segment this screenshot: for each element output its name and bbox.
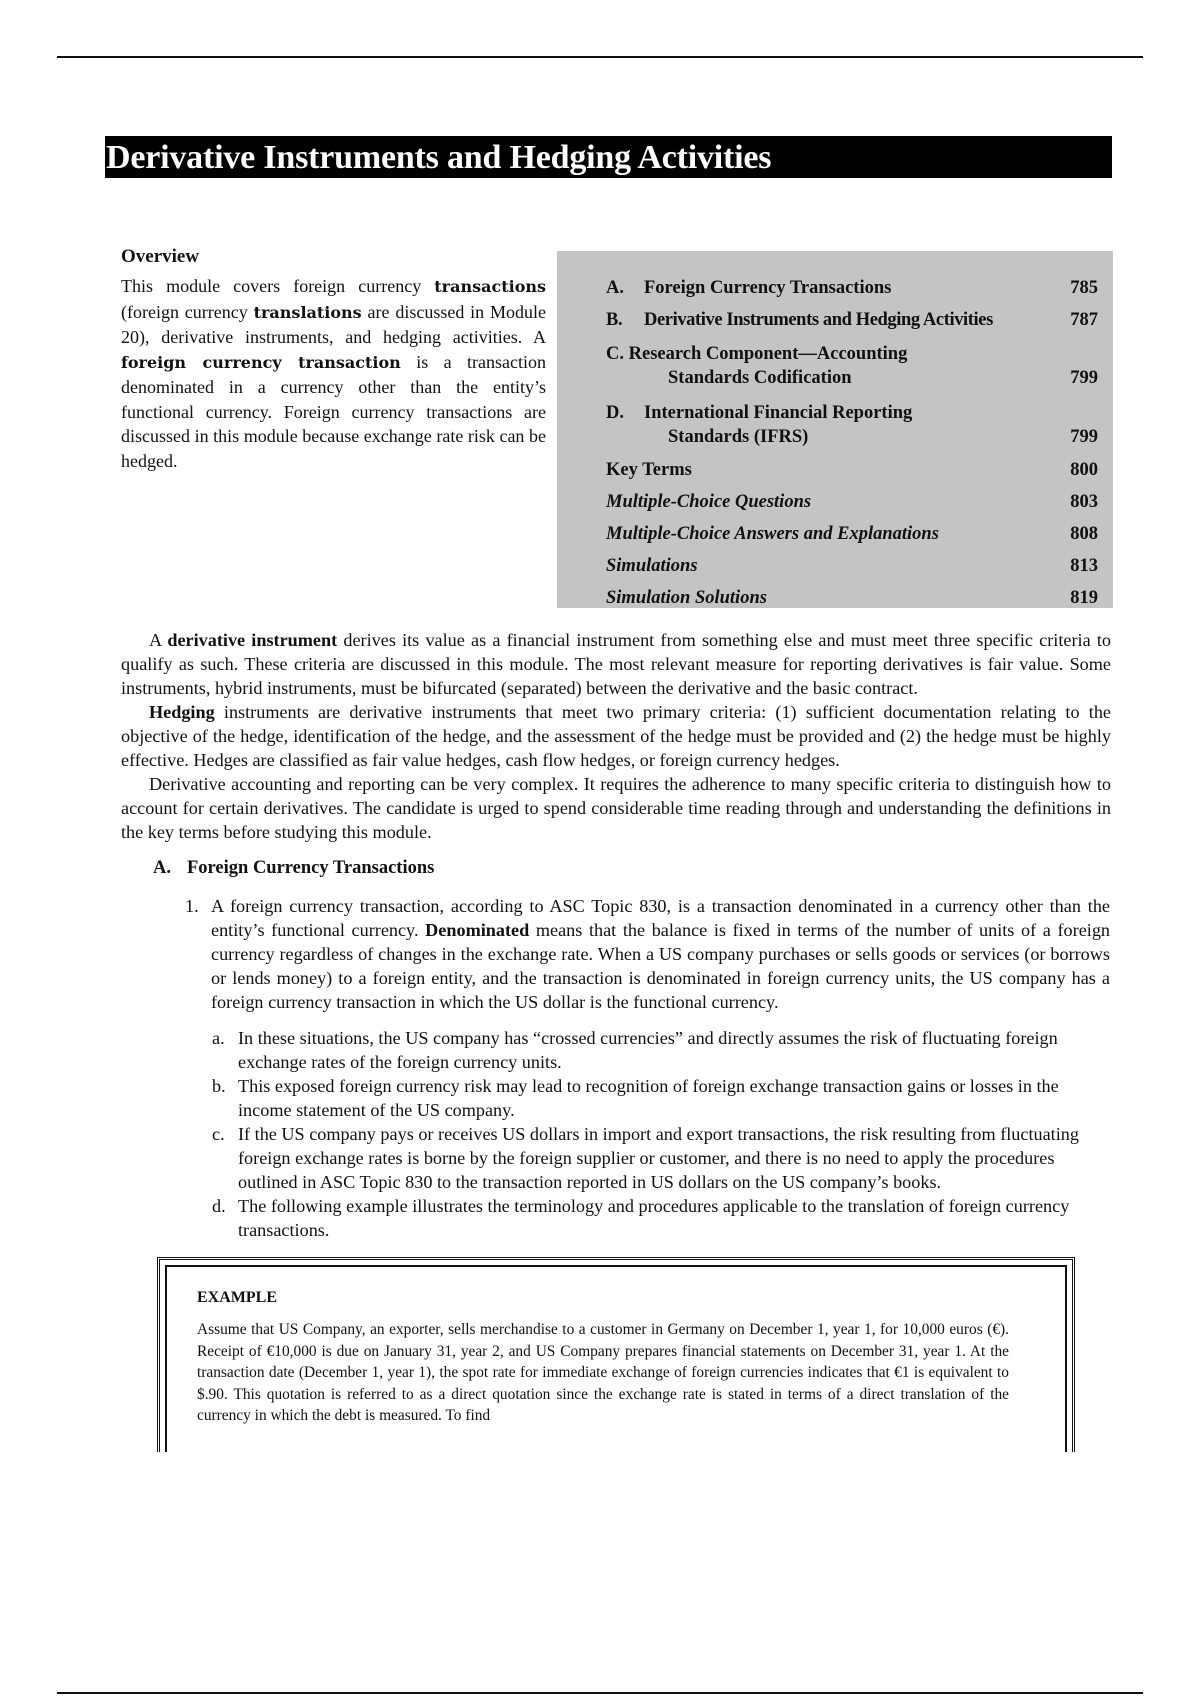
overview-bold-term: foreign currency transaction [121, 352, 401, 372]
sub-item-letter: c. [212, 1124, 225, 1144]
toc-label: Derivative Instruments and Hedging Activities [644, 310, 993, 330]
overview-heading: Overview [121, 246, 200, 267]
overview-segment: are discussed in Module 20), derivative instruments, and hedging activities. A [121, 301, 546, 347]
intro-paragraph: Derivative accounting and reporting can be very complex. It requires the adherence to many specific criteria to distinguish how to account for certain derivatives. The candidate is urged to spend considerable time reading through and understanding the definitions in the key terms before studying this module. [121, 774, 1111, 842]
item-bold-term: Denominated [425, 920, 530, 940]
toc-page: 785 [1070, 278, 1098, 298]
toc-page: 787 [1070, 310, 1098, 330]
toc-label-cont: Standards (IFRS) [668, 427, 809, 447]
toc-entry [606, 299, 1098, 331]
sub-item-text: This exposed foreign currency risk may lead to recognition of foreign exchange transaction gains or losses in the income statement of the US company. [238, 1076, 1059, 1120]
toc-page: 819 [1070, 588, 1098, 608]
sub-item-list [212, 1026, 1110, 1242]
sub-item [212, 1122, 1110, 1194]
toc-label: International Financial Reporting [644, 403, 913, 423]
overview-segment: is a transaction denominated in a currency other than the entity’s functional currency. Foreign currency transactions are discussed in this module because exchange rate risk can be hedged. [121, 351, 546, 471]
toc-entry [606, 481, 1098, 513]
toc-letter: D. [606, 403, 624, 423]
toc-label: Research Component—Accounting [628, 344, 908, 364]
toc-page: 803 [1070, 492, 1098, 512]
toc-label: Key Terms [606, 460, 692, 480]
example-box [157, 1257, 1075, 1452]
overview-text [121, 274, 546, 473]
intro-text [121, 628, 1111, 844]
example-inner-frame [165, 1265, 1067, 1452]
item-text [211, 894, 1110, 1014]
sub-item-letter: b. [212, 1076, 226, 1096]
item-text-run: A foreign currency transaction, according to ASC Topic 830, is a transaction denominated in a currency other than the entity’s functional currency. [211, 896, 1110, 940]
toc-entry [606, 390, 1098, 449]
intro-text-run: derives its value as a financial instrument from something else and must meet three specific criteria to qualify as such. These criteria are discussed in this module. The most relevant measure for reporting derivatives is fair value. Some instruments, hybrid instruments, must be bifurcated (separated) between the derivative and the basic contract. [121, 630, 1111, 698]
toc-label: Foreign Currency Transactions [644, 278, 892, 298]
toc-letter: C. [606, 344, 624, 364]
sub-item-letter: d. [212, 1196, 226, 1216]
toc-page: 799 [1070, 368, 1098, 388]
intro-paragraph [121, 628, 1111, 700]
toc-label: Multiple-Choice Questions [606, 492, 812, 512]
section-a-heading [153, 858, 434, 879]
sub-item-letter: a. [212, 1028, 225, 1048]
example-text: Assume that US Company, an exporter, sells merchandise to a customer in Germany on December 1, year 1, for 10,000 euros (€). Receipt of €10,000 is due on January 31, year 2, and US Company prepares financial statements on December 31, year 1. At the transaction date (December 1, year 1), the spot rate for immediate exchange of foreign currencies indicates that €1 is equivalent to $.90. This quotation is referred to as a direct quotation since the exchange rate is stated in terms of a direct translation of the currency in which the debt is measured. To find [197, 1321, 1009, 1425]
overview-segment: (foreign currency [121, 301, 254, 322]
overview-bold-term: transactions [434, 277, 546, 296]
overview-segment: This module covers foreign currency [121, 276, 435, 296]
chapter-title: Derivative Instruments and Hedging Activities [105, 136, 1112, 178]
intro-text-run: instruments are derivative instruments that meet two primary criteria: (1) sufficient documentation relating to the objective of the hedge, identification of the hedge, and the assessment of the hedge must be provided and (2) the hedge must be highly effective. Hedges are classified as fair value hedges, cash flow hedges, or foreign currency hedges. [121, 702, 1111, 770]
top-rule [57, 56, 1143, 58]
bottom-rule [57, 1692, 1143, 1694]
toc-label: Simulation Solutions [606, 588, 767, 608]
toc-page: 813 [1070, 556, 1098, 576]
toc-entry [606, 513, 1098, 545]
intro-text-run: A [149, 630, 168, 650]
toc-entry [606, 331, 1098, 390]
toc-entry [606, 267, 1098, 299]
toc-label: Simulations [606, 556, 698, 576]
intro-paragraph [121, 700, 1111, 772]
sub-item [212, 1074, 1110, 1122]
toc-letter: A. [606, 278, 624, 298]
intro-bold-term: Hedging [149, 702, 215, 722]
numbered-item [185, 894, 1110, 1014]
toc-page: 808 [1070, 524, 1098, 544]
toc-letter: B. [606, 310, 623, 330]
sub-item-text: If the US company pays or receives US dollars in import and export transactions, the risk resulting from fluctuating foreign exchange rates is borne by the foreign supplier or customer, and there is no need to apply the procedures outlined in ASC Topic 830 to the transaction reported in US dollars on the US company’s books. [238, 1124, 1079, 1192]
toc-page: 799 [1070, 427, 1098, 447]
sub-item-text: The following example illustrates the terminology and procedures applicable to the translation of foreign currency transactions. [238, 1196, 1070, 1240]
overview-bold-term: translations [253, 302, 362, 322]
sub-item-text: In these situations, the US company has “crossed currencies” and directly assumes the risk of fluctuating foreign exchange rates of the foreign currency units. [238, 1028, 1058, 1072]
overview-section [121, 246, 546, 473]
toc-label: Multiple-Choice Answers and Explanations [606, 524, 939, 544]
section-title: Foreign Currency Transactions [187, 858, 435, 878]
sub-item [212, 1026, 1110, 1074]
example-heading: EXAMPLE [197, 1289, 277, 1306]
toc-page: 800 [1070, 460, 1098, 480]
item-number: 1. [185, 896, 199, 916]
intro-bold-term: derivative instrument [167, 630, 338, 650]
section-letter: A. [153, 858, 171, 878]
item-text-run: means that the balance is fixed in terms of the number of units of a foreign currency regardless of changes in the exchange rate. When a US company purchases or sells goods or services (or borrows or lends money) to a foreign entity, and the transaction is denominated in foreign currency units, the US company has a foreign currency transaction in which the US dollar is the functional currency. [211, 920, 1111, 1012]
sub-item [212, 1194, 1110, 1242]
toc-entry [606, 577, 1098, 609]
toc-entry [606, 449, 1098, 481]
toc-label-cont: Standards Codification [668, 368, 852, 388]
module-contents-box [557, 251, 1113, 608]
toc-entry [606, 545, 1098, 577]
